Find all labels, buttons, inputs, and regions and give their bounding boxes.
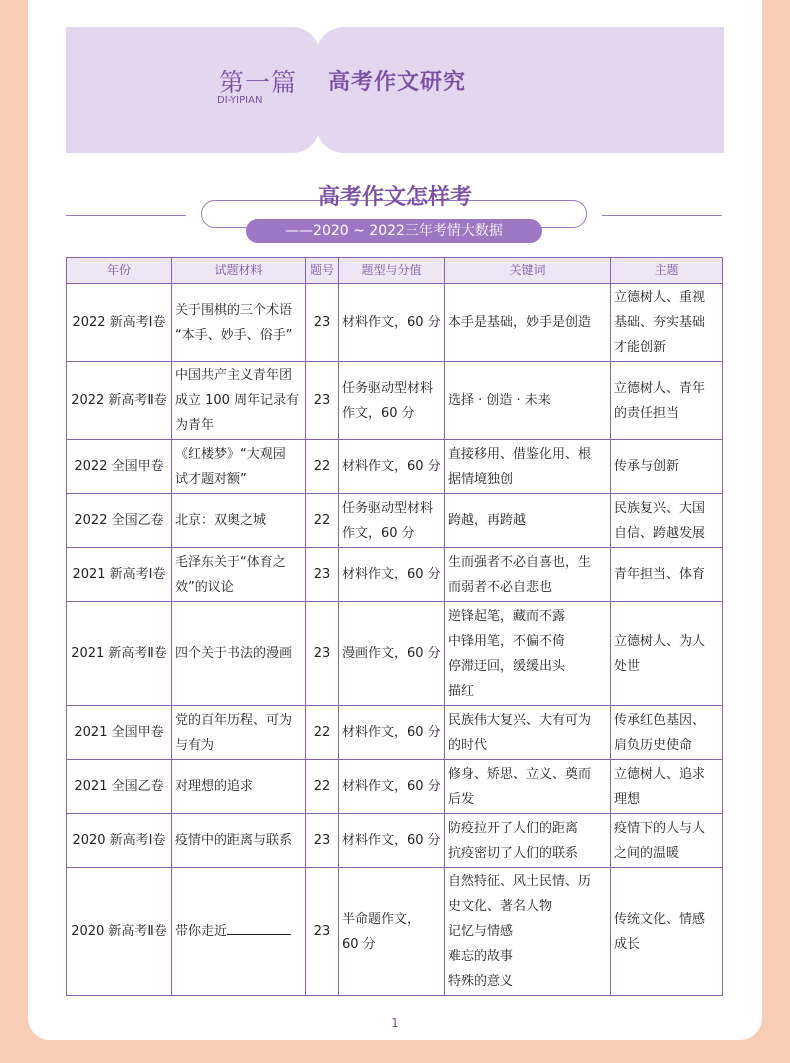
cell-keywords-line: 停滞迂回，缓缓出头 (448, 658, 566, 674)
cell-year: 2022 全国乙卷 (67, 494, 172, 548)
cell-type (339, 868, 445, 996)
cell-material-line: “本手、妙手、俗手” (175, 327, 293, 343)
cell-type-line: 作文，60 分 (342, 525, 415, 541)
cell-number: 22 (306, 494, 339, 548)
cell-type (339, 362, 445, 440)
cell-material-line: 疫情中的距离与联系 (175, 833, 293, 848)
cell-material (172, 868, 306, 996)
cell-year: 2021 全国甲卷 (67, 706, 172, 760)
cell-number: 23 (306, 814, 339, 868)
cell-material-line: 效”的议论 (175, 579, 234, 595)
cell-year: 2020 新高考Ⅰ卷 (67, 814, 172, 868)
cell-theme (611, 706, 723, 760)
table-row (67, 868, 723, 996)
cell-theme-line: 疫情下的人与人 (614, 820, 706, 836)
cell-year: 2022 新高考Ⅱ卷 (67, 362, 172, 440)
cell-material-line: 《红楼梦》“大观园 (175, 446, 286, 462)
cell-type-line: 任务驱动型材料 (342, 500, 434, 516)
cell-type (339, 494, 445, 548)
section-rule-right (602, 215, 722, 216)
cell-theme-line: 才能创新 (614, 340, 667, 355)
cell-material (172, 760, 306, 814)
table-row (67, 284, 723, 362)
cell-theme (611, 494, 723, 548)
cell-material-line: 中国共产主义青年团 (175, 368, 293, 383)
table-row (67, 706, 723, 760)
cell-theme-line: 肩负历史使命 (614, 737, 693, 753)
cell-material (172, 548, 306, 602)
cell-keywords-line: 防疫拉开了人们的距离 (448, 820, 579, 836)
cell-year: 2021 新高考Ⅰ卷 (67, 548, 172, 602)
cell-number: 23 (306, 548, 339, 602)
cell-type-line: 材料作文，60 分 (342, 459, 441, 474)
section-subtitle: ——2020 ~ 2022三年考情大数据 (246, 219, 542, 243)
section-title: 高考作文怎样考 (317, 184, 472, 210)
table-header-row (67, 258, 723, 284)
cell-material-line: 带你走近 (175, 919, 302, 944)
cell-material-line: 对理想的追求 (175, 779, 254, 794)
exam-data-table (66, 257, 723, 996)
cell-number: 22 (306, 440, 339, 494)
cell-material-line: 关于围棋的三个术语 (175, 302, 293, 318)
part-subject: 高考作文研究 (328, 70, 467, 95)
cell-number: 22 (306, 706, 339, 760)
cell-number: 23 (306, 284, 339, 362)
cell-theme-line: 传承红色基因、 (614, 712, 706, 728)
cell-keywords-line: 直接移用、借鉴化用、根 (448, 446, 592, 462)
cell-keywords (445, 362, 611, 440)
cell-theme-line: 民族复兴、大国 (614, 500, 706, 516)
cell-keywords-line: 描红 (448, 683, 475, 699)
part-pinyin: DI-YIPIAN (217, 95, 263, 106)
column-header-type: 题型与分值 (339, 258, 445, 284)
cell-type-line: 60 分 (342, 936, 376, 952)
cell-material-line: 四个关于书法的漫画 (175, 646, 293, 661)
cell-year: 2022 全国甲卷 (67, 440, 172, 494)
cell-material (172, 362, 306, 440)
cell-number: 23 (306, 868, 339, 996)
fill-in-blank (227, 920, 291, 935)
cell-year: 2022 新高考Ⅰ卷 (67, 284, 172, 362)
cell-keywords (445, 494, 611, 548)
cell-theme (611, 284, 723, 362)
cell-theme (611, 548, 723, 602)
cell-material-line: 试才题对额” (175, 471, 247, 487)
cell-type-line: 漫画作文，60 分 (342, 646, 441, 661)
cell-keywords (445, 868, 611, 996)
cell-material (172, 440, 306, 494)
cell-type-line: 材料作文，60 分 (342, 833, 441, 848)
cell-theme (611, 602, 723, 706)
cell-theme-line: 立德树人、青年 (614, 380, 706, 396)
cell-keywords-line: 选择 · 创造 · 未来 (448, 393, 551, 408)
table-row (67, 440, 723, 494)
cell-keywords-line: 逆锋起笔，藏而不露 (448, 608, 566, 624)
cell-type-line: 材料作文，60 分 (342, 567, 441, 582)
cell-number: 22 (306, 760, 339, 814)
cell-keywords-line: 民族伟大复兴、大有可为 (448, 712, 592, 728)
cell-keywords-line: 中锋用笔，不偏不倚 (448, 633, 566, 649)
cell-theme-line: 立德树人、重视 (614, 290, 706, 305)
cell-material (172, 814, 306, 868)
cell-keywords-line: 生而强者不必自喜也，生 (448, 554, 592, 570)
cell-keywords (445, 706, 611, 760)
chapter-banner (66, 27, 724, 153)
cell-keywords (445, 814, 611, 868)
cell-keywords-line: 修身、矫思、立义、奠而 (448, 766, 592, 782)
cell-type (339, 548, 445, 602)
cell-type (339, 706, 445, 760)
cell-type-line: 半命题作文， (342, 911, 421, 927)
cell-theme-line: 成长 (614, 936, 641, 952)
cell-keywords-line: 据情境独创 (448, 471, 514, 487)
cell-year: 2021 全国乙卷 (67, 760, 172, 814)
cell-material-line: 与有为 (175, 737, 215, 753)
cell-theme-line: 自信、跨越发展 (614, 525, 706, 541)
cell-material-line: 党的百年历程、可为 (175, 712, 293, 728)
table-row (67, 494, 723, 548)
cell-material-line: 北京：双奥之城 (175, 513, 267, 528)
cell-type-line: 任务驱动型材料 (342, 380, 434, 396)
cell-type-line: 作文，60 分 (342, 405, 415, 421)
page-number: 1 (391, 1016, 399, 1030)
cell-theme-line: 处世 (614, 658, 641, 674)
table-row (67, 814, 723, 868)
column-header-keywords: 关键词 (445, 258, 611, 284)
cell-theme-line: 立德树人、为人 (614, 633, 706, 649)
cell-theme-line: 立德树人、追求 (614, 766, 706, 782)
cell-keywords (445, 440, 611, 494)
part-title: 第一篇 (219, 68, 298, 97)
cell-keywords-line: 记忆与情感 (448, 924, 514, 939)
cell-number: 23 (306, 602, 339, 706)
cell-type (339, 814, 445, 868)
table-row (67, 548, 723, 602)
cell-keywords-line: 本手是基础，妙手是创造 (448, 315, 592, 330)
cell-keywords (445, 284, 611, 362)
cell-theme-line: 传承与创新 (614, 459, 680, 474)
cell-material (172, 706, 306, 760)
cell-year: 2020 新高考Ⅱ卷 (67, 868, 172, 996)
column-header-material: 试题材料 (172, 258, 306, 284)
table-row (67, 602, 723, 706)
cell-material (172, 494, 306, 548)
column-header-year: 年份 (67, 258, 172, 284)
cell-theme-line: 的责任担当 (614, 405, 680, 421)
cell-material (172, 602, 306, 706)
cell-keywords-line: 特殊的意义 (448, 974, 514, 989)
cell-type (339, 760, 445, 814)
cell-type (339, 440, 445, 494)
cell-material-line: 毛泽东关于“体育之 (175, 554, 286, 570)
cell-keywords-line: 难忘的故事 (448, 949, 514, 964)
cell-material (172, 284, 306, 362)
cell-keywords-line: 而弱者不必自悲也 (448, 579, 553, 595)
cell-keywords-line: 的时代 (448, 737, 488, 753)
cell-type (339, 602, 445, 706)
cell-theme (611, 440, 723, 494)
cell-keywords-line: 后发 (448, 791, 475, 807)
cell-theme-line: 之间的温暖 (614, 845, 680, 861)
table-body (67, 284, 723, 996)
column-header-theme: 主题 (611, 258, 723, 284)
column-header-number: 题号 (306, 258, 339, 284)
cell-theme (611, 760, 723, 814)
cell-theme-line: 传统文化、情感 (614, 911, 706, 927)
cell-keywords (445, 548, 611, 602)
cell-keywords (445, 602, 611, 706)
cell-keywords (445, 760, 611, 814)
cell-theme (611, 362, 723, 440)
cell-material-line: 成立 100 周年记录有 (175, 393, 300, 408)
cell-keywords-line: 跨越，再跨越 (448, 513, 527, 528)
cell-theme-line: 理想 (614, 791, 641, 807)
cell-type (339, 284, 445, 362)
cell-material-line: 为青年 (175, 418, 215, 433)
cell-type-line: 材料作文，60 分 (342, 779, 441, 794)
cell-type-line: 材料作文，60 分 (342, 725, 441, 740)
cell-year: 2021 新高考Ⅱ卷 (67, 602, 172, 706)
section-rule-left (66, 215, 186, 216)
cell-number: 23 (306, 362, 339, 440)
cell-keywords-line: 抗疫密切了人们的联系 (448, 845, 579, 861)
cell-keywords-line: 史文化、著名人物 (448, 899, 553, 914)
cell-keywords-line: 自然特征、风土民情、历 (448, 874, 592, 889)
cell-theme-line: 青年担当、体育 (614, 567, 706, 582)
cell-theme (611, 814, 723, 868)
cell-type-line: 材料作文，60 分 (342, 315, 441, 330)
cell-theme (611, 868, 723, 996)
page (28, 0, 762, 1040)
table-row (67, 760, 723, 814)
cell-theme-line: 基础、夯实基础 (614, 315, 706, 330)
table-row (67, 362, 723, 440)
